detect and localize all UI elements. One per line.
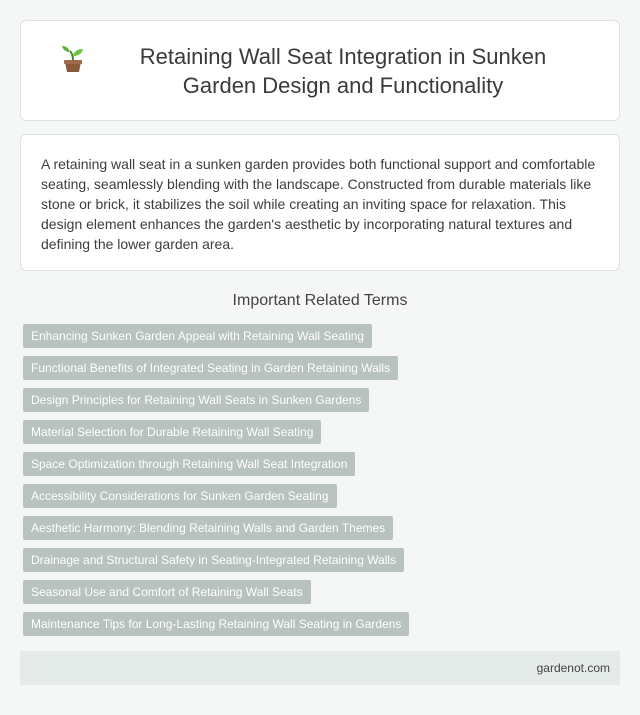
term-tag[interactable]: Material Selection for Durable Retaining Wall Seating: [23, 420, 321, 444]
term-tag[interactable]: Design Principles for Retaining Wall Seats in Sunken Gardens: [23, 388, 369, 412]
title-row: [60, 42, 580, 100]
title-card: [20, 20, 620, 121]
page-title: Retaining Wall Seat Integration in Sunken Garden Design and Functionality: [139, 43, 547, 98]
term-tag[interactable]: Space Optimization through Retaining Wall Seat Integration: [23, 452, 355, 476]
summary-text: A retaining wall seat in a sunken garden provides both functional support and comfortable seating, seamlessly blending with the landscape. Constructed from durable materials like stone or brick, it stabilizes the soil while creating an inviting space for relaxation. This design element enhances the garden's aesthetic by incorporating natural textures and defining the lower garden area.: [41, 156, 596, 252]
term-tag[interactable]: Aesthetic Harmony: Blending Retaining Walls and Garden Themes: [23, 516, 393, 540]
term-tag[interactable]: Drainage and Structural Safety in Seating-Integrated Retaining Walls: [23, 548, 404, 572]
term-tag[interactable]: Maintenance Tips for Long-Lasting Retaining Wall Seating in Gardens: [23, 612, 409, 636]
term-tag[interactable]: Seasonal Use and Comfort of Retaining Wall Seats: [23, 580, 311, 604]
related-terms-list: [23, 324, 623, 644]
summary-card: [20, 134, 620, 271]
term-tag[interactable]: Accessibility Considerations for Sunken Garden Seating: [23, 484, 337, 508]
term-tag[interactable]: Functional Benefits of Integrated Seating in Garden Retaining Walls: [23, 356, 398, 380]
seedling-icon: [60, 44, 86, 74]
footer: [20, 651, 620, 685]
term-tag[interactable]: Enhancing Sunken Garden Appeal with Retaining Wall Seating: [23, 324, 372, 348]
footer-site-link[interactable]: gardenot.com: [536, 661, 610, 675]
related-terms-heading: Important Related Terms: [232, 292, 408, 309]
